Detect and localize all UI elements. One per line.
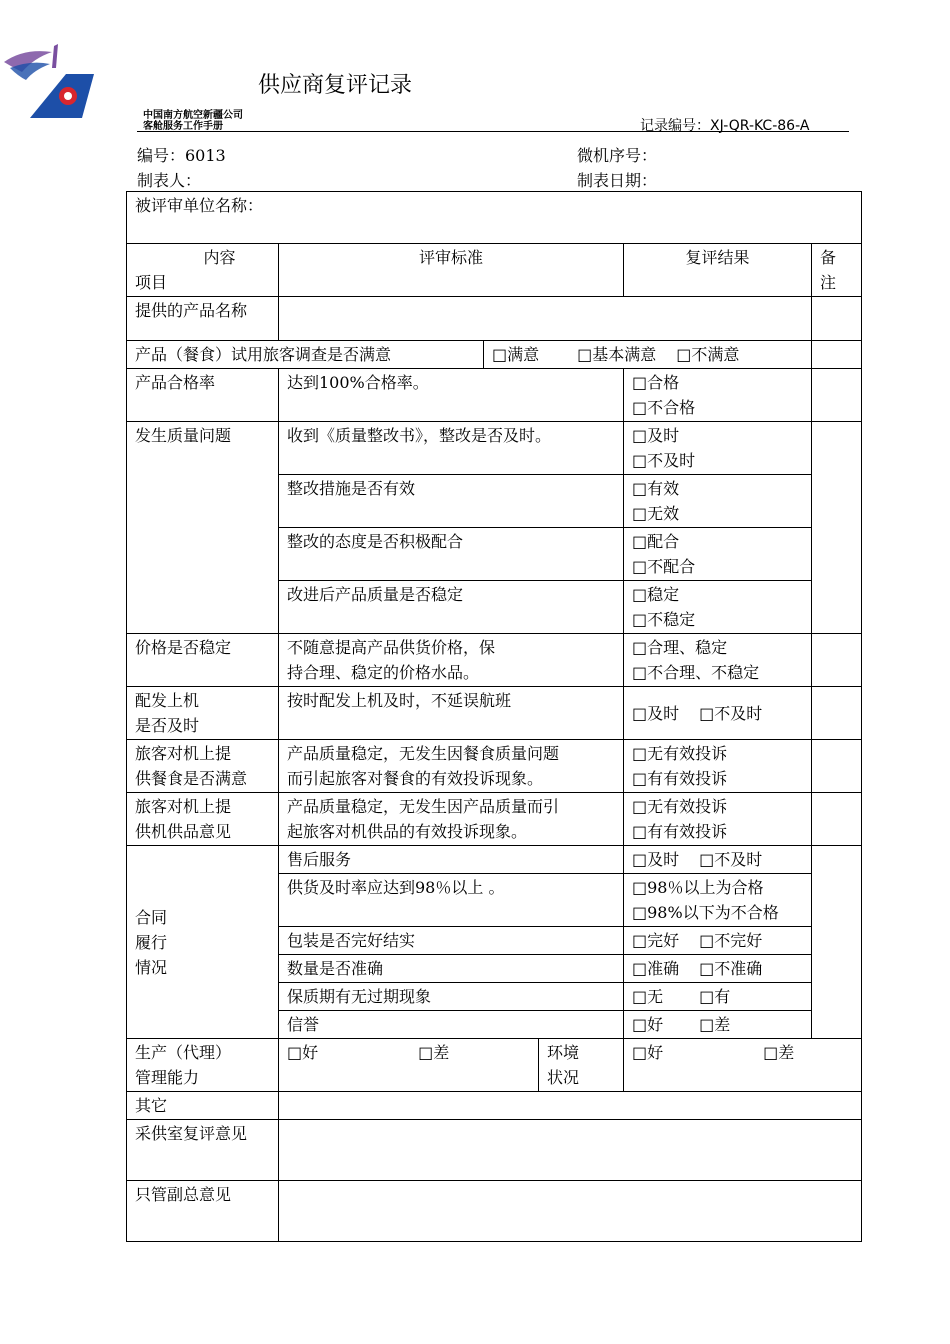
purchase-opinion-value[interactable] (279, 1120, 862, 1181)
option-timely[interactable]: □及时 (632, 426, 680, 445)
packing-result (624, 927, 812, 955)
header-remark: 备 注 (812, 244, 862, 297)
expiry-result (624, 983, 812, 1011)
remark-cell[interactable] (812, 369, 862, 422)
page-title: 供应商复评记录 (258, 73, 413, 98)
environment-result (624, 1039, 862, 1092)
option-not-timely[interactable]: □不及时 (699, 703, 763, 723)
survey-label: 产品（餐食）试用旅客调查是否满意 (127, 341, 484, 369)
other-label: 其它 (127, 1092, 279, 1120)
quantity-result (624, 955, 812, 983)
option-stable[interactable]: □稳定 (632, 585, 680, 604)
supply-label: 旅客对机上提 供机供品意见 (127, 793, 279, 846)
management-label: 生产（代理） 管理能力 (127, 1039, 279, 1092)
ontime-standard: 供货及时率应达到98％以上 。 (279, 874, 624, 927)
price-result (624, 634, 812, 687)
table-row (127, 1092, 862, 1120)
checkbox-icon: □ (632, 663, 648, 682)
checkbox-icon: □ (287, 1043, 303, 1062)
checkbox-icon: □ (632, 903, 648, 922)
remark-cell[interactable] (812, 341, 862, 369)
checkbox-icon: □ (699, 1015, 715, 1034)
pass-rate-label: 产品合格率 (127, 369, 279, 422)
survey-option-satisfied[interactable]: □满意 (492, 345, 540, 364)
option-good[interactable]: □好 (632, 1015, 664, 1034)
manual-name: 客舱服务工作手册 (143, 121, 223, 132)
checkbox-icon: □ (632, 744, 648, 763)
meal-standard: 产品质量稳定，无发生因餐食质量问题 而引起旅客对餐食的有效投诉现象。 (279, 740, 624, 793)
checkbox-icon: □ (632, 1043, 648, 1062)
product-name-value[interactable] (279, 297, 812, 341)
table-row (127, 1039, 862, 1092)
contract-label: 合同 履行 情况 (127, 846, 279, 1039)
quality-issue-label: 发生质量问题 (127, 422, 279, 634)
option-effective[interactable]: □有效 (632, 479, 680, 498)
checkbox-icon: □ (632, 850, 648, 869)
remark-cell[interactable] (812, 687, 862, 740)
option-timely[interactable]: □及时 (632, 703, 680, 723)
remark-cell[interactable] (812, 793, 862, 846)
remark-cell[interactable] (812, 846, 862, 1039)
remark-cell[interactable] (812, 634, 862, 687)
option-uncooperative[interactable]: □不配合 (632, 557, 696, 576)
option-none[interactable]: □无 (632, 987, 664, 1006)
survey-options (484, 341, 812, 369)
qi-standard-3: 整改的态度是否积极配合 (279, 528, 624, 581)
checkbox-icon: □ (632, 703, 648, 723)
supply-standard: 产品质量稳定，无发生因产品质量而引 起旅客对机供品的有效投诉现象。 (279, 793, 624, 846)
option-yes[interactable]: □有 (699, 987, 731, 1006)
checkbox-icon: □ (676, 345, 692, 364)
remark-cell[interactable] (812, 297, 862, 341)
option-cooperative[interactable]: □配合 (632, 532, 680, 551)
checkbox-icon: □ (632, 931, 648, 950)
checkbox-icon: □ (632, 638, 648, 657)
delivery-result (624, 687, 812, 740)
table-row (127, 740, 862, 793)
option-has-complaint[interactable]: □有有效投诉 (632, 769, 728, 788)
checkbox-icon: □ (632, 987, 648, 1006)
option-ineffective[interactable]: □无效 (632, 504, 680, 523)
meal-label: 旅客对机上提 供餐食是否满意 (127, 740, 279, 793)
environment-label: 环境 状况 (539, 1039, 624, 1092)
option-good[interactable]: □好 (632, 1043, 664, 1062)
table-header-row (127, 244, 862, 297)
option-not-timely[interactable]: □不及时 (699, 850, 763, 869)
company-info (143, 110, 243, 132)
pass-rate-standard: 达到100%合格率。 (279, 369, 624, 422)
option-poor[interactable]: □差 (699, 1015, 731, 1034)
option-timely[interactable]: □及时 (632, 850, 680, 869)
checkbox-icon: □ (632, 426, 648, 445)
checkbox-icon: □ (577, 345, 593, 364)
checkbox-icon: □ (632, 878, 648, 897)
checkbox-icon: □ (632, 373, 648, 392)
price-label: 价格是否稳定 (127, 634, 279, 687)
option-inaccurate[interactable]: □不准确 (699, 959, 763, 978)
qi-standard-1: 收到《质量整改书》，整改是否及时。 (279, 422, 624, 475)
option-unqualified[interactable]: □98%以下为不合格 (632, 903, 779, 922)
delivery-standard: 按时配发上机及时，不延误航班 (279, 687, 624, 740)
delivery-label: 配发上机 是否及时 (127, 687, 279, 740)
table-row (127, 1120, 862, 1181)
table-row (127, 341, 862, 369)
qi-result-2 (624, 475, 812, 528)
qi-standard-4: 改进后产品质量是否稳定 (279, 581, 624, 634)
table-row (127, 192, 862, 244)
checkbox-icon: □ (632, 797, 648, 816)
table-row (127, 422, 862, 475)
checkbox-icon: □ (699, 703, 715, 723)
ontime-result (624, 874, 812, 927)
micro-sequence: 微机序号： (577, 146, 658, 165)
checkbox-icon: □ (632, 557, 648, 576)
remark-cell[interactable] (812, 740, 862, 793)
option-poor[interactable]: □差 (418, 1043, 450, 1062)
checkbox-icon: □ (699, 850, 715, 869)
checkbox-icon: □ (632, 959, 648, 978)
header-content-item: 内容 项目 (127, 244, 279, 297)
checkbox-icon: □ (699, 931, 715, 950)
option-good[interactable]: □好 (287, 1043, 319, 1062)
checkbox-icon: □ (632, 585, 648, 604)
header-result: 复评结果 (624, 244, 812, 297)
qi-standard-2: 整改措施是否有效 (279, 475, 624, 528)
option-fail[interactable]: □不合格 (632, 398, 696, 417)
option-reasonable[interactable]: □合理、稳定 (632, 638, 728, 657)
header-standard: 评审标准 (279, 244, 624, 297)
option-not-timely[interactable]: □不及时 (632, 451, 696, 470)
product-name-label: 提供的产品名称 (127, 297, 279, 341)
option-poor[interactable]: □差 (763, 1043, 795, 1062)
table-row (127, 297, 862, 341)
checkbox-icon: □ (699, 987, 715, 1006)
review-table (126, 191, 862, 1242)
checkbox-icon: □ (418, 1043, 434, 1062)
survey-option-basic[interactable]: □基本满意 (577, 345, 657, 364)
checkbox-icon: □ (492, 345, 508, 364)
qi-result-3 (624, 528, 812, 581)
checkbox-icon: □ (632, 822, 648, 841)
checkbox-icon: □ (632, 1015, 648, 1034)
other-value[interactable] (279, 1092, 862, 1120)
checkbox-icon: □ (699, 959, 715, 978)
option-qualified[interactable]: □98％以上为合格 (632, 878, 764, 897)
purchase-opinion-label: 采供室复评意见 (127, 1120, 279, 1181)
option-intact[interactable]: □完好 (632, 931, 680, 950)
qi-result-1 (624, 422, 812, 475)
record-number: 记录编号：XJ-QR-KC-86-A (640, 118, 810, 134)
credit-result (624, 1011, 812, 1039)
company-name: 中国南方航空新疆公司 (143, 110, 243, 121)
after-sales-result (624, 846, 812, 874)
pass-rate-result (624, 369, 812, 422)
supply-result (624, 793, 812, 846)
option-not-intact[interactable]: □不完好 (699, 931, 763, 950)
survey-option-unsatisfied[interactable]: □不满意 (676, 345, 740, 364)
option-no-complaint[interactable]: □无有效投诉 (632, 797, 728, 816)
company-logo (0, 38, 100, 124)
checkbox-icon: □ (632, 504, 648, 523)
price-standard: 不随意提高产品供货价格，保 持合理、稳定的价格水品。 (279, 634, 624, 687)
option-unreasonable[interactable]: □不合理、不稳定 (632, 663, 760, 682)
checkbox-icon: □ (632, 398, 648, 417)
remark-cell[interactable] (812, 422, 862, 634)
table-row (127, 634, 862, 687)
table-row (127, 369, 862, 422)
management-result (279, 1039, 539, 1092)
checkbox-icon: □ (632, 769, 648, 788)
table-row (127, 1181, 862, 1242)
qi-result-4 (624, 581, 812, 634)
option-has-complaint[interactable]: □有有效投诉 (632, 822, 728, 841)
checkbox-icon: □ (763, 1043, 779, 1062)
option-unstable[interactable]: □不稳定 (632, 610, 696, 629)
vp-opinion-label: 只管副总意见 (127, 1181, 279, 1242)
table-row (127, 687, 862, 740)
quantity-standard: 数量是否准确 (279, 955, 624, 983)
option-pass[interactable]: □合格 (632, 373, 680, 392)
option-accurate[interactable]: □准确 (632, 959, 680, 978)
prepared-date: 制表日期： (577, 171, 658, 190)
serial-number: 编号：6013 (137, 146, 226, 165)
checkbox-icon: □ (632, 610, 648, 629)
meal-result (624, 740, 812, 793)
checkbox-icon: □ (632, 451, 648, 470)
reviewed-unit-cell[interactable]: 被评审单位名称： (127, 192, 862, 244)
header-divider (137, 131, 849, 132)
checkbox-icon: □ (632, 532, 648, 551)
expiry-standard: 保质期有无过期现象 (279, 983, 624, 1011)
table-row (127, 846, 862, 874)
table-row (127, 793, 862, 846)
prepared-by: 制表人： (137, 171, 202, 190)
option-no-complaint[interactable]: □无有效投诉 (632, 744, 728, 763)
checkbox-icon: □ (632, 479, 648, 498)
vp-opinion-value[interactable] (279, 1181, 862, 1242)
after-sales-standard: 售后服务 (279, 846, 624, 874)
packing-standard: 包装是否完好结实 (279, 927, 624, 955)
credit-standard: 信誉 (279, 1011, 624, 1039)
